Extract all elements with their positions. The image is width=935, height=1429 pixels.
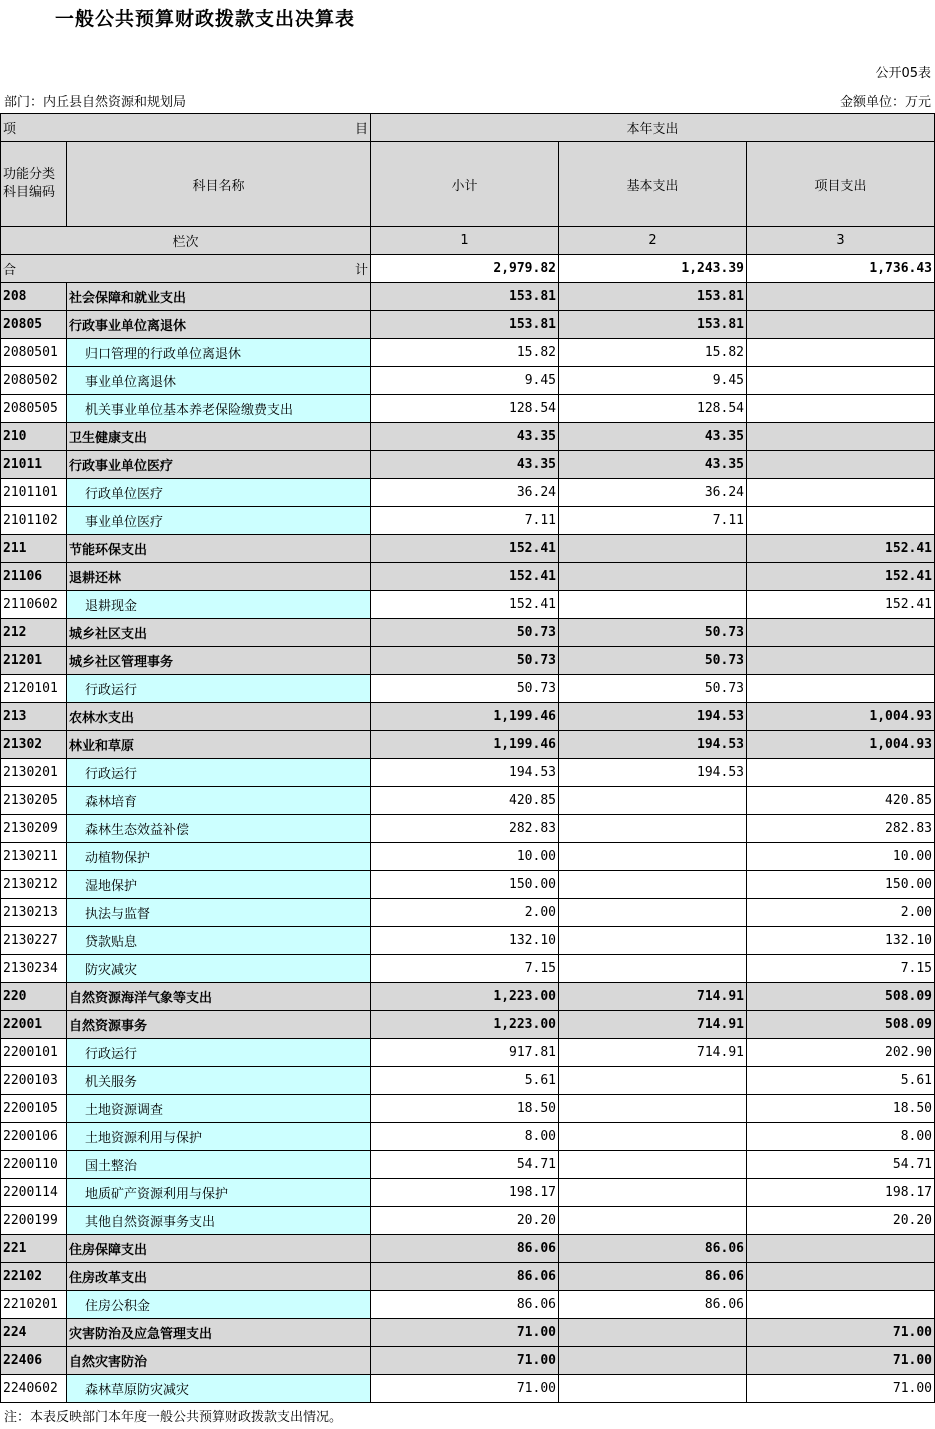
row-project (747, 1263, 935, 1291)
table-row (1, 843, 935, 871)
total-label: 合 计 (1, 255, 371, 283)
row-code: 224 (1, 1319, 67, 1347)
row-project: 8.00 (747, 1123, 935, 1151)
table-row (1, 423, 935, 451)
row-name: 行政事业单位医疗 (67, 451, 371, 479)
row-subtotal: 198.17 (371, 1179, 559, 1207)
header-basic: 基本支出 (559, 142, 747, 227)
table-row (1, 1123, 935, 1151)
row-code: 213 (1, 703, 67, 731)
row-name: 行政运行 (67, 675, 371, 703)
row-basic: 194.53 (559, 731, 747, 759)
row-basic: 43.35 (559, 451, 747, 479)
row-subtotal: 15.82 (371, 339, 559, 367)
row-code: 2200110 (1, 1151, 67, 1179)
row-subtotal: 132.10 (371, 927, 559, 955)
row-basic (559, 787, 747, 815)
row-project: 2.00 (747, 899, 935, 927)
row-basic (559, 1347, 747, 1375)
row-basic: 36.24 (559, 479, 747, 507)
row-code: 2130205 (1, 787, 67, 815)
row-code: 211 (1, 535, 67, 563)
row-name: 机关服务 (67, 1067, 371, 1095)
row-subtotal: 8.00 (371, 1123, 559, 1151)
row-name: 卫生健康支出 (67, 423, 371, 451)
row-name: 动植物保护 (67, 843, 371, 871)
row-basic (559, 1151, 747, 1179)
row-subtotal: 153.81 (371, 311, 559, 339)
row-subtotal: 18.50 (371, 1095, 559, 1123)
row-name: 土地资源利用与保护 (67, 1123, 371, 1151)
row-code: 2130212 (1, 871, 67, 899)
total-basic: 1,243.39 (559, 255, 747, 283)
row-basic (559, 871, 747, 899)
table-row (1, 563, 935, 591)
table-row (1, 955, 935, 983)
row-name: 防灾减灾 (67, 955, 371, 983)
row-basic (559, 1123, 747, 1151)
table-row (1, 1263, 935, 1291)
row-name: 湿地保护 (67, 871, 371, 899)
row-subtotal: 150.00 (371, 871, 559, 899)
row-code: 2130211 (1, 843, 67, 871)
row-code: 21011 (1, 451, 67, 479)
row-basic: 86.06 (559, 1263, 747, 1291)
table-row (1, 871, 935, 899)
row-subtotal: 36.24 (371, 479, 559, 507)
table-row (1, 479, 935, 507)
row-basic (559, 1319, 747, 1347)
row-basic: 50.73 (559, 619, 747, 647)
header-name: 科目名称 (67, 142, 371, 227)
row-project (747, 479, 935, 507)
footnote: 注：本表反映部门本年度一般公共预算财政拨款支出情况。 (4, 1410, 343, 1425)
row-name: 社会保障和就业支出 (67, 283, 371, 311)
row-project (747, 647, 935, 675)
row-name: 退耕现金 (67, 591, 371, 619)
row-project: 20.20 (747, 1207, 935, 1235)
row-project: 1,004.93 (747, 703, 935, 731)
table-row (1, 367, 935, 395)
row-name: 地质矿产资源利用与保护 (67, 1179, 371, 1207)
expenditure-table (0, 113, 935, 1403)
row-project: 10.00 (747, 843, 935, 871)
row-basic (559, 955, 747, 983)
row-subtotal: 71.00 (371, 1375, 559, 1403)
row-name: 自然灾害防治 (67, 1347, 371, 1375)
row-name: 城乡社区支出 (67, 619, 371, 647)
row-subtotal: 194.53 (371, 759, 559, 787)
row-project: 508.09 (747, 1011, 935, 1039)
row-code: 2080501 (1, 339, 67, 367)
row-code: 22406 (1, 1347, 67, 1375)
header-subtotal: 小计 (371, 142, 559, 227)
row-basic (559, 815, 747, 843)
row-subtotal: 43.35 (371, 423, 559, 451)
row-project: 282.83 (747, 815, 935, 843)
header-num-2: 2 (559, 227, 747, 255)
table-row (1, 899, 935, 927)
row-name: 事业单位离退休 (67, 367, 371, 395)
row-basic (559, 591, 747, 619)
row-code: 2200106 (1, 1123, 67, 1151)
row-project: 7.15 (747, 955, 935, 983)
row-code: 2130227 (1, 927, 67, 955)
row-code: 2120101 (1, 675, 67, 703)
row-name: 节能环保支出 (67, 535, 371, 563)
row-code: 2200103 (1, 1067, 67, 1095)
table-row (1, 759, 935, 787)
row-project: 508.09 (747, 983, 935, 1011)
table-row (1, 311, 935, 339)
table-row (1, 1067, 935, 1095)
row-project: 198.17 (747, 1179, 935, 1207)
table-row (1, 675, 935, 703)
header-num-1: 1 (371, 227, 559, 255)
row-project (747, 1235, 935, 1263)
row-name: 执法与监督 (67, 899, 371, 927)
row-basic: 714.91 (559, 1011, 747, 1039)
row-code: 2200101 (1, 1039, 67, 1067)
table-row (1, 1319, 935, 1347)
row-subtotal: 71.00 (371, 1319, 559, 1347)
row-name: 行政运行 (67, 1039, 371, 1067)
row-name: 森林生态效益补偿 (67, 815, 371, 843)
row-name: 林业和草原 (67, 731, 371, 759)
row-basic: 194.53 (559, 703, 747, 731)
row-project: 71.00 (747, 1375, 935, 1403)
row-project: 152.41 (747, 535, 935, 563)
row-subtotal: 1,223.00 (371, 983, 559, 1011)
row-basic: 194.53 (559, 759, 747, 787)
table-row (1, 451, 935, 479)
row-basic: 43.35 (559, 423, 747, 451)
row-subtotal: 86.06 (371, 1263, 559, 1291)
header-xiangmu: 项 目 (1, 114, 371, 142)
row-code: 210 (1, 423, 67, 451)
form-number: 公开05表 (875, 66, 931, 81)
row-name: 归口管理的行政单位离退休 (67, 339, 371, 367)
row-subtotal: 50.73 (371, 619, 559, 647)
row-basic: 50.73 (559, 647, 747, 675)
row-subtotal: 917.81 (371, 1039, 559, 1067)
row-basic (559, 1207, 747, 1235)
table-row (1, 1207, 935, 1235)
row-subtotal: 2.00 (371, 899, 559, 927)
row-code: 221 (1, 1235, 67, 1263)
row-basic: 714.91 (559, 1039, 747, 1067)
table-row (1, 647, 935, 675)
table-row (1, 1235, 935, 1263)
row-basic: 714.91 (559, 983, 747, 1011)
row-basic (559, 1179, 747, 1207)
page-title: 一般公共预算财政拨款支出决算表 (55, 8, 356, 30)
row-project: 71.00 (747, 1347, 935, 1375)
row-subtotal: 54.71 (371, 1151, 559, 1179)
table-row (1, 1011, 935, 1039)
table-row (1, 983, 935, 1011)
row-name: 事业单位医疗 (67, 507, 371, 535)
row-name: 行政事业单位离退休 (67, 311, 371, 339)
row-subtotal: 1,199.46 (371, 731, 559, 759)
row-name: 其他自然资源事务支出 (67, 1207, 371, 1235)
row-project (747, 395, 935, 423)
row-subtotal: 152.41 (371, 591, 559, 619)
table-row (1, 703, 935, 731)
row-name: 住房改革支出 (67, 1263, 371, 1291)
row-project (747, 311, 935, 339)
row-project: 18.50 (747, 1095, 935, 1123)
row-project (747, 423, 935, 451)
row-basic: 153.81 (559, 311, 747, 339)
row-basic (559, 1067, 747, 1095)
row-project (747, 367, 935, 395)
row-project: 420.85 (747, 787, 935, 815)
row-subtotal: 20.20 (371, 1207, 559, 1235)
row-code: 2130201 (1, 759, 67, 787)
row-subtotal: 128.54 (371, 395, 559, 423)
row-basic: 86.06 (559, 1291, 747, 1319)
row-project (747, 507, 935, 535)
row-subtotal: 152.41 (371, 563, 559, 591)
header-current-year: 本年支出 (371, 114, 935, 142)
row-code: 2080502 (1, 367, 67, 395)
table-row (1, 1291, 935, 1319)
row-code: 22001 (1, 1011, 67, 1039)
row-basic: 128.54 (559, 395, 747, 423)
row-project: 150.00 (747, 871, 935, 899)
row-code: 2110602 (1, 591, 67, 619)
row-basic (559, 1375, 747, 1403)
row-code: 21106 (1, 563, 67, 591)
row-subtotal: 1,223.00 (371, 1011, 559, 1039)
row-subtotal: 50.73 (371, 675, 559, 703)
row-project (747, 759, 935, 787)
row-project (747, 283, 935, 311)
row-code: 21302 (1, 731, 67, 759)
row-project: 132.10 (747, 927, 935, 955)
header-project: 项目支出 (747, 142, 935, 227)
row-name: 贷款贴息 (67, 927, 371, 955)
row-project (747, 339, 935, 367)
row-code: 20805 (1, 311, 67, 339)
row-name: 行政运行 (67, 759, 371, 787)
row-code: 2130213 (1, 899, 67, 927)
row-code: 208 (1, 283, 67, 311)
row-project: 1,004.93 (747, 731, 935, 759)
row-code: 220 (1, 983, 67, 1011)
row-basic: 9.45 (559, 367, 747, 395)
row-name: 机关事业单位基本养老保险缴费支出 (67, 395, 371, 423)
total-project: 1,736.43 (747, 255, 935, 283)
row-basic (559, 535, 747, 563)
table-row (1, 591, 935, 619)
row-subtotal: 9.45 (371, 367, 559, 395)
row-subtotal: 5.61 (371, 1067, 559, 1095)
row-name: 住房公积金 (67, 1291, 371, 1319)
row-basic: 153.81 (559, 283, 747, 311)
row-code: 2210201 (1, 1291, 67, 1319)
row-name: 自然资源海洋气象等支出 (67, 983, 371, 1011)
table-row (1, 507, 935, 535)
row-project (747, 675, 935, 703)
row-name: 行政单位医疗 (67, 479, 371, 507)
table-row (1, 283, 935, 311)
row-name: 国土整治 (67, 1151, 371, 1179)
table-row (1, 1179, 935, 1207)
row-subtotal: 71.00 (371, 1347, 559, 1375)
header-code: 功能分类科目编码 (1, 142, 67, 227)
table-row (1, 1347, 935, 1375)
row-code: 2200199 (1, 1207, 67, 1235)
row-basic: 15.82 (559, 339, 747, 367)
amount-unit-label: 金额单位：万元 (839, 95, 931, 110)
header-num-3: 3 (747, 227, 935, 255)
row-code: 2200105 (1, 1095, 67, 1123)
row-name: 住房保障支出 (67, 1235, 371, 1263)
row-code: 2130209 (1, 815, 67, 843)
row-subtotal: 86.06 (371, 1291, 559, 1319)
department-label: 部门：内丘县自然资源和规划局 (4, 95, 187, 110)
row-subtotal: 50.73 (371, 647, 559, 675)
row-name: 退耕还林 (67, 563, 371, 591)
row-name: 森林草原防灾减灾 (67, 1375, 371, 1403)
row-name: 土地资源调查 (67, 1095, 371, 1123)
row-basic (559, 1095, 747, 1123)
row-subtotal: 1,199.46 (371, 703, 559, 731)
table-row (1, 1039, 935, 1067)
row-subtotal: 7.11 (371, 507, 559, 535)
row-code: 2101101 (1, 479, 67, 507)
row-basic: 50.73 (559, 675, 747, 703)
row-basic (559, 927, 747, 955)
row-code: 2080505 (1, 395, 67, 423)
row-project (747, 451, 935, 479)
row-subtotal: 86.06 (371, 1235, 559, 1263)
table-row (1, 787, 935, 815)
row-code: 21201 (1, 647, 67, 675)
row-project (747, 1291, 935, 1319)
row-subtotal: 282.83 (371, 815, 559, 843)
table-row (1, 535, 935, 563)
row-code: 2240602 (1, 1375, 67, 1403)
row-project: 202.90 (747, 1039, 935, 1067)
row-name: 城乡社区管理事务 (67, 647, 371, 675)
row-basic (559, 843, 747, 871)
table-row (1, 1375, 935, 1403)
table-row (1, 339, 935, 367)
row-code: 2101102 (1, 507, 67, 535)
table-row (1, 619, 935, 647)
row-project: 71.00 (747, 1319, 935, 1347)
row-subtotal: 153.81 (371, 283, 559, 311)
row-project: 152.41 (747, 591, 935, 619)
row-code: 2130234 (1, 955, 67, 983)
table-row (1, 1095, 935, 1123)
row-basic (559, 899, 747, 927)
row-basic: 86.06 (559, 1235, 747, 1263)
row-name: 农林水支出 (67, 703, 371, 731)
row-subtotal: 152.41 (371, 535, 559, 563)
row-project (747, 619, 935, 647)
row-subtotal: 7.15 (371, 955, 559, 983)
row-name: 灾害防治及应急管理支出 (67, 1319, 371, 1347)
header-lanci: 栏次 (1, 227, 371, 255)
row-project: 152.41 (747, 563, 935, 591)
row-project: 5.61 (747, 1067, 935, 1095)
table-row (1, 731, 935, 759)
row-subtotal: 43.35 (371, 451, 559, 479)
table-row (1, 927, 935, 955)
row-basic: 7.11 (559, 507, 747, 535)
row-subtotal: 10.00 (371, 843, 559, 871)
table-row (1, 1151, 935, 1179)
table-row (1, 815, 935, 843)
row-project: 54.71 (747, 1151, 935, 1179)
row-code: 212 (1, 619, 67, 647)
row-subtotal: 420.85 (371, 787, 559, 815)
row-name: 自然资源事务 (67, 1011, 371, 1039)
row-name: 森林培育 (67, 787, 371, 815)
table-row (1, 395, 935, 423)
row-code: 22102 (1, 1263, 67, 1291)
row-code: 2200114 (1, 1179, 67, 1207)
total-subtotal: 2,979.82 (371, 255, 559, 283)
row-basic (559, 563, 747, 591)
